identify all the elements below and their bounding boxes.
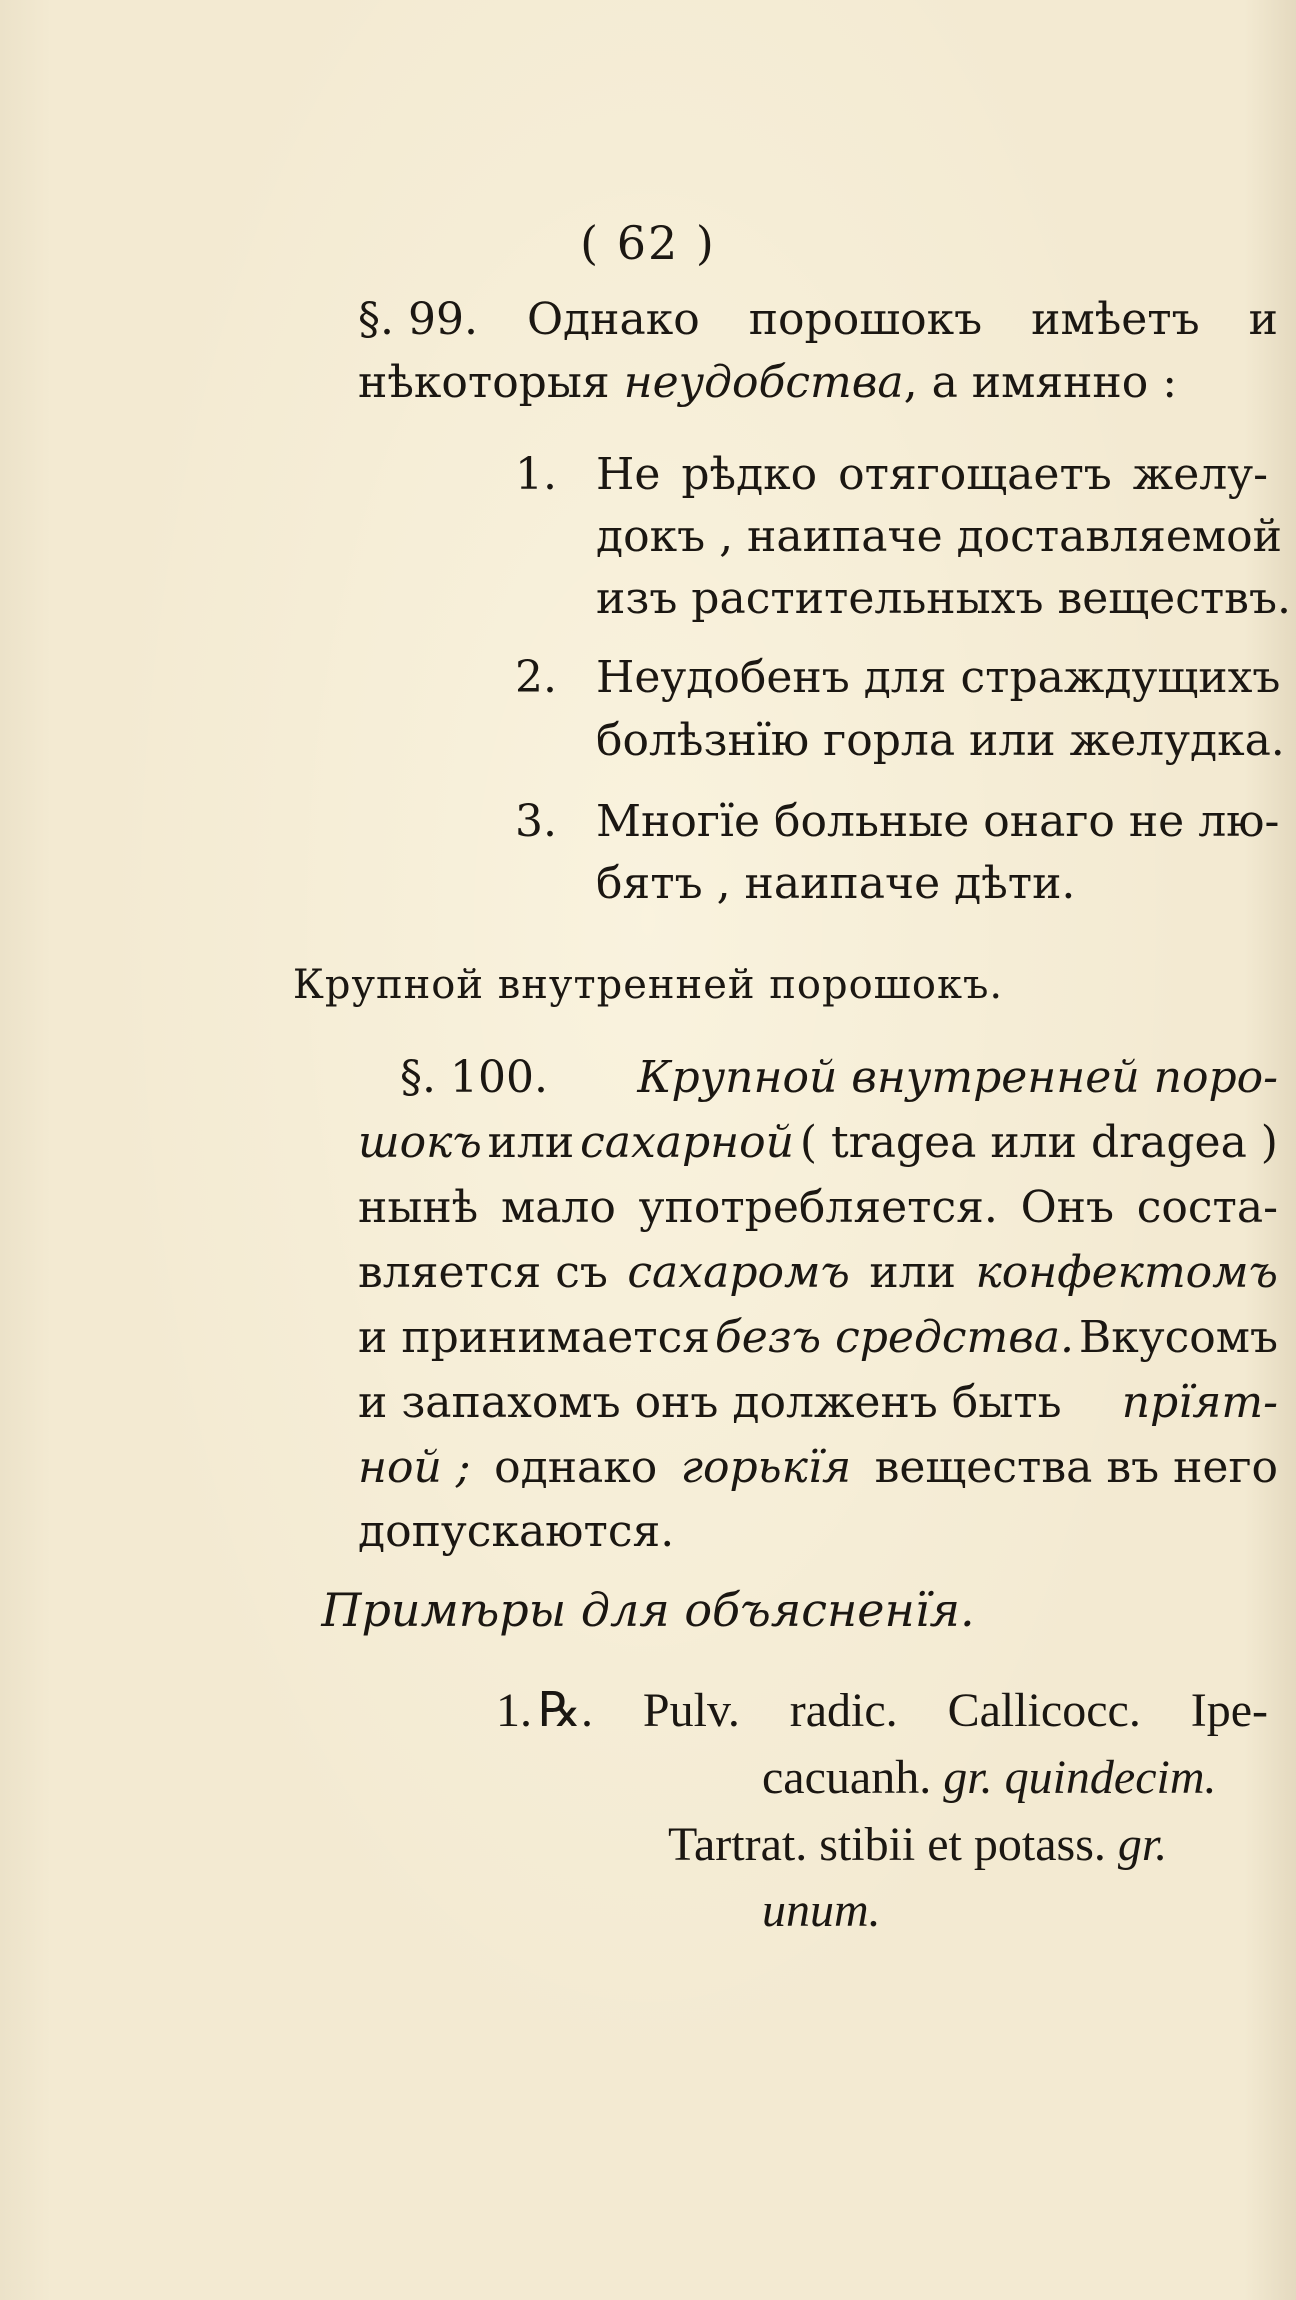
italic-term: шокъ (358, 1117, 482, 1168)
text: и запахомъ онъ долженъ быть (358, 1377, 1062, 1428)
list-item-1-line-2: докъ , наипаче доставляемой (596, 511, 1282, 562)
section-100-line-2 (358, 1115, 1278, 1171)
italic-term: gr. quindecim. (943, 1751, 1217, 1804)
list-item-2-number: 2. (515, 652, 557, 703)
text: вещества въ него (874, 1442, 1278, 1493)
list-item-2-line-2: болѣзнїю горла или желудка. (596, 715, 1285, 766)
word: Однако (526, 294, 700, 345)
section-99-line-1 (358, 292, 1278, 348)
recipe-line-1: ℞. Pulv. radic. Callicocc. Ipe- (538, 1684, 1268, 1737)
italic-term: ной ; (358, 1442, 471, 1493)
list-item-3-number: 3. (515, 796, 557, 847)
word: и (1248, 294, 1278, 345)
section-100-line-6 (358, 1375, 1278, 1431)
section-heading: Крупной внутренней порошокъ. (292, 962, 1004, 1008)
section-100-line-1 (400, 1050, 1278, 1106)
text: нѣкоторыя (358, 357, 610, 408)
page-number: ( 62 ) (580, 216, 716, 270)
text: ( tragea или dragea ) (799, 1117, 1278, 1168)
section-100-line-3: нынѣ мало употребляется. Онъ соста- (358, 1182, 1278, 1233)
text: и принимается (358, 1312, 711, 1363)
text: или (869, 1247, 956, 1298)
italic-term: Крупной внутренней поро- (637, 1052, 1278, 1103)
examples-heading: Примѣры для объясненїя. (321, 1583, 975, 1637)
list-item-3-line-2: бятъ , наипаче дѣти. (596, 858, 1076, 909)
italic-term: безъ средства. (714, 1312, 1075, 1363)
example-number: 1. (496, 1684, 532, 1737)
text: , а имянно : (903, 357, 1178, 408)
italic-term: gr. (1117, 1818, 1168, 1871)
italic-term: горькїя (680, 1442, 852, 1493)
text: Вкусомъ (1078, 1312, 1278, 1363)
italic-term: сахарной (580, 1117, 794, 1168)
section-100-line-8: допускаются. (358, 1506, 675, 1557)
section-99-line-2 (358, 355, 1177, 411)
section-mark: §. 99. (358, 294, 478, 345)
text: однако (494, 1442, 658, 1493)
section-100-line-4 (358, 1245, 1278, 1301)
text: cacuanh. (762, 1751, 932, 1804)
list-item-1-number: 1. (515, 449, 557, 500)
italic-term: конфектомъ (975, 1247, 1278, 1298)
italic-term: прїят- (1121, 1377, 1278, 1428)
list-item-1-line-3: изъ растительныхъ веществъ. (596, 573, 1291, 624)
text: вляется съ (358, 1247, 608, 1298)
recipe-line-4: unum. (762, 1884, 881, 1937)
recipe-line-2 (762, 1750, 1217, 1806)
list-item-3-line-1: Многїе больные онаго не лю- (596, 796, 1280, 847)
word: порошокъ (748, 294, 983, 345)
italic-term: сахаромъ (627, 1247, 850, 1298)
italic-term: неудобства (623, 357, 904, 408)
section-mark: §. 100. (400, 1052, 548, 1103)
list-item-2-line-1: Неудобенъ для страждущихъ (596, 652, 1281, 703)
text: Tartrat. stibii et potass. (668, 1818, 1106, 1871)
list-item-1-line-1: Не рѣдко отягощаетъ желу- (596, 449, 1268, 500)
text: или (487, 1117, 575, 1168)
word: имѣетъ (1031, 294, 1200, 345)
section-100-line-7 (358, 1440, 1278, 1496)
recipe-line-3 (668, 1817, 1167, 1873)
section-100-line-5 (358, 1310, 1278, 1366)
